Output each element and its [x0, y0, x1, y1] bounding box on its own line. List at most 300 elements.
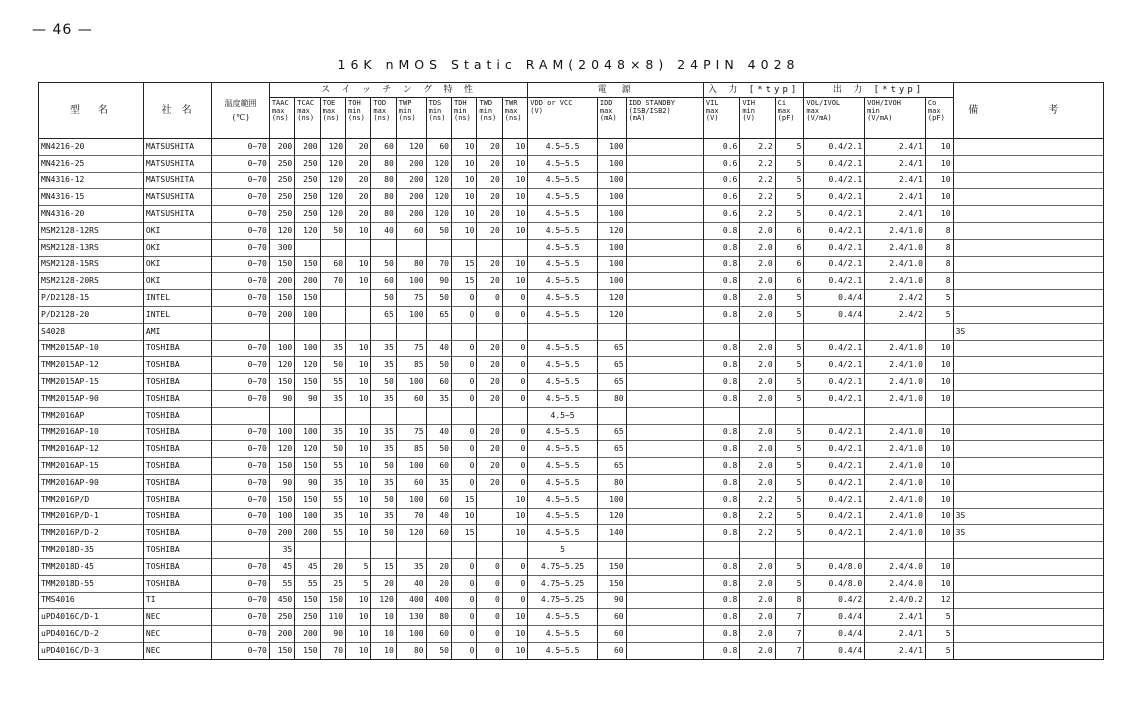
table-cell: 0~70 — [212, 155, 269, 172]
table-cell: 2.4/1.0 — [865, 357, 926, 374]
table-cell: 150 — [597, 575, 626, 592]
table-cell — [426, 542, 451, 559]
header-param-line: TCAC — [297, 99, 315, 107]
table-cell: 3S — [953, 525, 1103, 542]
table-cell: 2.4/1.0 — [865, 458, 926, 475]
table-cell: 4.5~5.5 — [528, 474, 598, 491]
table-row — [39, 474, 1104, 491]
table-cell: AMI — [143, 323, 211, 340]
table-cell: 20 — [477, 374, 502, 391]
table-cell: 0 — [477, 290, 502, 307]
header-param-line: max — [297, 106, 310, 115]
table-cell — [212, 323, 269, 340]
table-cell — [953, 290, 1103, 307]
table-cell — [502, 323, 528, 340]
table-cell — [346, 306, 371, 323]
table-cell — [346, 407, 371, 424]
table-cell: 60 — [426, 139, 451, 156]
table-cell — [477, 508, 502, 525]
header-switching: ス イ ッ チ ン グ 特 性 — [269, 83, 527, 98]
table-cell: 10 — [346, 491, 371, 508]
header-param-4 — [371, 98, 396, 139]
table-cell: TMM2016P/D-2 — [39, 525, 144, 542]
table-cell: 2.0 — [740, 592, 775, 609]
header-param-line: max — [806, 106, 820, 115]
table-cell: 2.0 — [740, 609, 775, 626]
table-cell: 100 — [295, 424, 320, 441]
table-cell — [865, 407, 926, 424]
table-row — [39, 340, 1104, 357]
table-cell: 2.4/1.0 — [865, 256, 926, 273]
table-cell: 5 — [346, 575, 371, 592]
table-cell — [320, 239, 345, 256]
table-cell: 100 — [597, 239, 626, 256]
table-cell: 250 — [295, 609, 320, 626]
table-cell: TMM2015AP-90 — [39, 390, 144, 407]
table-cell: 6 — [775, 239, 804, 256]
table-row — [39, 626, 1104, 643]
table-cell — [703, 542, 739, 559]
header-temp — [212, 83, 269, 139]
table-cell: 2.4/1.0 — [865, 525, 926, 542]
table-cell: 0.4/4 — [804, 626, 865, 643]
table-cell: 0 — [477, 575, 502, 592]
table-cell: 0~70 — [212, 558, 269, 575]
table-cell — [626, 441, 703, 458]
header-param-line: TDS — [428, 99, 442, 107]
table-cell: 120 — [426, 206, 451, 223]
table-cell: 120 — [426, 155, 451, 172]
table-cell: 10 — [346, 609, 371, 626]
table-cell — [626, 206, 703, 223]
table-cell: 0.8 — [703, 642, 739, 659]
table-cell: 10 — [925, 491, 953, 508]
table-cell: 10 — [452, 155, 477, 172]
table-cell: 0.6 — [703, 189, 739, 206]
table-cell: 150 — [269, 458, 294, 475]
table-cell — [477, 323, 502, 340]
table-cell: 100 — [396, 374, 426, 391]
table-cell: 2.2 — [740, 206, 775, 223]
table-cell: 60 — [426, 374, 451, 391]
table-cell: 2.0 — [740, 306, 775, 323]
table-cell — [626, 155, 703, 172]
table-cell: 2.4/1 — [865, 626, 926, 643]
table-cell: 0.4/2.1 — [804, 374, 865, 391]
table-cell: 6 — [775, 256, 804, 273]
table-cell: TOSHIBA — [143, 357, 211, 374]
table-cell: 10 — [925, 508, 953, 525]
header-param-12 — [626, 98, 703, 139]
table-cell: 70 — [426, 256, 451, 273]
table-cell: 2.0 — [740, 441, 775, 458]
table-cell: 100 — [597, 256, 626, 273]
table-cell: 3S — [953, 323, 1103, 340]
header-param-line: (V) — [530, 106, 543, 115]
table-cell: 80 — [597, 390, 626, 407]
table-cell: 80 — [426, 609, 451, 626]
header-param-line: (ISB/ISB2) — [628, 106, 671, 115]
table-cell: 5 — [775, 458, 804, 475]
table-cell: P/D2128-15 — [39, 290, 144, 307]
header-param-line: TOH — [348, 99, 361, 107]
table-cell: 0.4/2.1 — [804, 139, 865, 156]
table-cell: MSM2128-12RS — [39, 222, 144, 239]
table-row — [39, 525, 1104, 542]
table-cell: 100 — [396, 306, 426, 323]
table-cell: 20 — [477, 424, 502, 441]
header-param-2 — [320, 98, 345, 139]
table-cell: 5 — [775, 206, 804, 223]
table-cell: 60 — [396, 474, 426, 491]
table-cell: TOSHIBA — [143, 458, 211, 475]
table-cell: 140 — [597, 525, 626, 542]
table-cell: 120 — [320, 155, 345, 172]
table-cell: 35 — [320, 424, 345, 441]
table-cell: 0 — [452, 458, 477, 475]
table-cell: 0 — [477, 558, 502, 575]
table-cell: 20 — [346, 189, 371, 206]
table-cell: 40 — [426, 340, 451, 357]
table-cell: TMM2018D-55 — [39, 575, 144, 592]
table-cell — [346, 542, 371, 559]
header-param-line: TOE — [322, 99, 336, 107]
table-cell: 60 — [371, 273, 396, 290]
table-cell — [626, 558, 703, 575]
table-cell: 0.8 — [703, 273, 739, 290]
table-cell — [804, 323, 865, 340]
table-cell: 200 — [269, 306, 294, 323]
table-cell: 12 — [925, 592, 953, 609]
table-cell: 0 — [477, 642, 502, 659]
table-cell: 25 — [320, 575, 345, 592]
table-cell: 120 — [396, 139, 426, 156]
table-cell: 0.4/2.1 — [804, 189, 865, 206]
table-cell — [626, 424, 703, 441]
table-row — [39, 290, 1104, 307]
table-cell: 150 — [597, 558, 626, 575]
table-cell: 40 — [371, 222, 396, 239]
table-cell: 200 — [295, 273, 320, 290]
table-cell: 120 — [597, 222, 626, 239]
table-cell: 150 — [269, 491, 294, 508]
table-cell: 85 — [396, 357, 426, 374]
table-cell: 70 — [396, 508, 426, 525]
table-cell — [626, 508, 703, 525]
table-cell: 4.5~5.5 — [528, 273, 598, 290]
table-cell: 5 — [775, 491, 804, 508]
table-cell: 10 — [371, 642, 396, 659]
table-cell: TMM2016AP-12 — [39, 441, 144, 458]
table-cell: 2.4/1 — [865, 172, 926, 189]
table-cell: TOSHIBA — [143, 390, 211, 407]
table-cell: 20 — [477, 474, 502, 491]
header-param-line: max — [705, 106, 719, 115]
table-cell: 0 — [452, 290, 477, 307]
header-param-line: IDD — [599, 99, 613, 107]
table-cell: 80 — [371, 172, 396, 189]
table-cell: 0~70 — [212, 290, 269, 307]
table-cell: MSM2128-15RS — [39, 256, 144, 273]
header-param-line: (pF) — [927, 114, 945, 122]
table-cell: 2.0 — [740, 474, 775, 491]
table-cell — [597, 542, 626, 559]
table-cell: 0.4/2.1 — [804, 474, 865, 491]
table-cell: 150 — [295, 256, 320, 273]
table-cell: TI — [143, 592, 211, 609]
table-cell — [953, 239, 1103, 256]
table-cell: TMM2016P/D — [39, 491, 144, 508]
table-cell — [626, 407, 703, 424]
table-cell: 8 — [925, 239, 953, 256]
table-cell: MN4216-20 — [39, 139, 144, 156]
table-cell — [269, 323, 294, 340]
table-cell: TMM2016AP-10 — [39, 424, 144, 441]
table-cell: 400 — [426, 592, 451, 609]
table-cell: 200 — [295, 525, 320, 542]
table-cell: MN4216-25 — [39, 155, 144, 172]
table-cell: 0 — [502, 374, 528, 391]
table-cell: MN4316-15 — [39, 189, 144, 206]
table-cell: 120 — [597, 508, 626, 525]
table-cell: 10 — [502, 273, 528, 290]
table-cell: 55 — [320, 525, 345, 542]
table-cell — [775, 323, 804, 340]
table-cell — [452, 407, 477, 424]
table-cell: 5 — [775, 508, 804, 525]
table-cell: 2.4/1.0 — [865, 491, 926, 508]
table-cell: 10 — [346, 256, 371, 273]
table-row — [39, 256, 1104, 273]
table-cell — [775, 542, 804, 559]
table-cell: 2.0 — [740, 239, 775, 256]
table-cell: 150 — [295, 642, 320, 659]
table-cell: 0.4/2.1 — [804, 525, 865, 542]
table-cell — [295, 407, 320, 424]
table-cell: 120 — [396, 525, 426, 542]
table-cell: 0~70 — [212, 340, 269, 357]
table-cell: 50 — [426, 357, 451, 374]
table-cell: 0.8 — [703, 340, 739, 357]
table-cell: 0 — [452, 609, 477, 626]
header-temp-label: 温度範囲 — [224, 98, 257, 108]
table-cell: 2.0 — [740, 558, 775, 575]
table-cell: 0.8 — [703, 525, 739, 542]
table-cell: 50 — [426, 290, 451, 307]
table-cell: 10 — [925, 139, 953, 156]
table-cell: TMM2016AP — [39, 407, 144, 424]
table-cell: 0~70 — [212, 642, 269, 659]
table-cell: 0 — [452, 424, 477, 441]
table-cell: 150 — [295, 290, 320, 307]
table-cell: 250 — [269, 172, 294, 189]
table-cell — [452, 542, 477, 559]
header-param-line: TWR — [504, 99, 518, 107]
table-cell: 0~70 — [212, 390, 269, 407]
table-cell: 5 — [775, 139, 804, 156]
table-cell: 120 — [320, 189, 345, 206]
table-cell: 10 — [502, 155, 528, 172]
table-cell: 100 — [396, 458, 426, 475]
table-cell — [626, 189, 703, 206]
table-cell: TMM2018D-35 — [39, 542, 144, 559]
table-cell: OKI — [143, 222, 211, 239]
table-cell: 60 — [371, 139, 396, 156]
table-cell: TOSHIBA — [143, 407, 211, 424]
table-cell: 0.4/2.1 — [804, 458, 865, 475]
table-cell: 20 — [477, 189, 502, 206]
table-cell: 100 — [597, 172, 626, 189]
table-cell: 0~70 — [212, 306, 269, 323]
header-param-line: TAAC — [271, 99, 289, 107]
table-cell: 2.0 — [740, 424, 775, 441]
table-cell: 35 — [426, 390, 451, 407]
header-param-line: min — [867, 106, 880, 115]
table-cell: 10 — [502, 609, 528, 626]
table-cell: 0~70 — [212, 575, 269, 592]
header-param-line: max — [271, 106, 285, 115]
table-cell: 5 — [775, 155, 804, 172]
table-cell — [477, 491, 502, 508]
table-cell — [953, 206, 1103, 223]
table-cell: 2.0 — [740, 357, 775, 374]
table-cell — [320, 290, 345, 307]
table-cell: 4.75~5.25 — [528, 592, 598, 609]
table-cell: TMM2016AP-15 — [39, 458, 144, 475]
table-cell: 10 — [502, 222, 528, 239]
table-row — [39, 323, 1104, 340]
table-cell: 10 — [502, 642, 528, 659]
header-param-line: VOH/IVOH — [867, 99, 901, 107]
table-cell — [953, 609, 1103, 626]
table-cell: 35 — [320, 340, 345, 357]
table-cell: TMM2015AP-15 — [39, 374, 144, 391]
table-cell: 2.0 — [740, 273, 775, 290]
table-cell: 5 — [775, 189, 804, 206]
table-cell: 35 — [371, 390, 396, 407]
header-param-line: (ns) — [479, 114, 497, 122]
table-cell: 55 — [269, 575, 294, 592]
table-cell — [740, 407, 775, 424]
table-cell: 0.8 — [703, 558, 739, 575]
table-cell: 4.5~5.5 — [528, 172, 598, 189]
table-cell — [953, 424, 1103, 441]
header-param-line: (ns) — [322, 114, 340, 122]
table-cell: 10 — [502, 206, 528, 223]
table-cell — [626, 172, 703, 189]
table-cell — [953, 139, 1103, 156]
table-cell: 4.5~5.5 — [528, 390, 598, 407]
table-cell — [953, 306, 1103, 323]
table-cell: OKI — [143, 239, 211, 256]
table-cell: 7 — [775, 642, 804, 659]
table-cell: 0~70 — [212, 357, 269, 374]
table-cell: 0 — [502, 592, 528, 609]
table-cell: 0.8 — [703, 357, 739, 374]
table-cell: 2.4/2 — [865, 290, 926, 307]
header-temp-unit: (℃) — [231, 112, 250, 122]
table-cell — [346, 323, 371, 340]
table-cell — [953, 172, 1103, 189]
table-cell — [626, 357, 703, 374]
header-param-line: VOL/IVOL — [806, 99, 841, 107]
header-param-line: (ns) — [504, 114, 522, 122]
table-cell: 20 — [426, 558, 451, 575]
table-row — [39, 172, 1104, 189]
table-cell — [452, 239, 477, 256]
table-cell: 0~70 — [212, 441, 269, 458]
header-param-line: (V/mA) — [806, 114, 832, 122]
header-param-line: TDH — [454, 99, 467, 107]
table-cell: 0.6 — [703, 172, 739, 189]
table-cell: 10 — [502, 491, 528, 508]
header-param-line: min — [742, 106, 755, 115]
table-cell: 2.4/1.0 — [865, 441, 926, 458]
table-cell — [320, 407, 345, 424]
table-cell: 20 — [477, 458, 502, 475]
header-param-line: Ci — [777, 99, 787, 107]
table-cell: 85 — [396, 441, 426, 458]
table-cell: 0~70 — [212, 172, 269, 189]
table-cell — [371, 407, 396, 424]
table-cell: 5 — [925, 626, 953, 643]
table-cell: MATSUSHITA — [143, 155, 211, 172]
header-company: 社 名 — [143, 83, 211, 139]
table-cell: uPD4016C/D-2 — [39, 626, 144, 643]
table-cell: 10 — [502, 172, 528, 189]
header-param-line: (ns) — [348, 114, 365, 122]
table-cell: 5 — [775, 290, 804, 307]
table-cell: 120 — [320, 172, 345, 189]
table-row — [39, 609, 1104, 626]
table-cell: S4028 — [39, 323, 144, 340]
table-cell: 2.0 — [740, 458, 775, 475]
table-cell: INTEL — [143, 306, 211, 323]
table-cell — [626, 542, 703, 559]
table-cell: 4.5~5.5 — [528, 424, 598, 441]
header-param-16 — [804, 98, 865, 139]
table-cell: 40 — [426, 508, 451, 525]
table-cell: 90 — [295, 390, 320, 407]
table-cell: 60 — [426, 626, 451, 643]
table-cell: 0.4/2.1 — [804, 491, 865, 508]
table-cell: 75 — [396, 290, 426, 307]
table-cell: 50 — [371, 374, 396, 391]
table-cell: 0.4/4 — [804, 306, 865, 323]
table-cell: 90 — [597, 592, 626, 609]
table-cell: 100 — [295, 306, 320, 323]
table-cell: 20 — [477, 222, 502, 239]
table-cell — [426, 407, 451, 424]
table-cell: 300 — [269, 239, 294, 256]
table-cell — [953, 558, 1103, 575]
table-cell: 4.5~5.5 — [528, 189, 598, 206]
table-cell: MSM2128-13RS — [39, 239, 144, 256]
table-cell: 5 — [775, 374, 804, 391]
table-cell: 2.4/1.0 — [865, 508, 926, 525]
table-cell: 100 — [396, 491, 426, 508]
table-cell: 0 — [502, 441, 528, 458]
table-cell — [626, 474, 703, 491]
table-row — [39, 306, 1104, 323]
table-cell: 10 — [502, 256, 528, 273]
table-cell: 0~70 — [212, 609, 269, 626]
table-cell: 120 — [269, 222, 294, 239]
table-cell: 5 — [775, 306, 804, 323]
table-cell: 20 — [477, 357, 502, 374]
header-param-line: max — [599, 106, 613, 115]
table-cell: MATSUSHITA — [143, 172, 211, 189]
